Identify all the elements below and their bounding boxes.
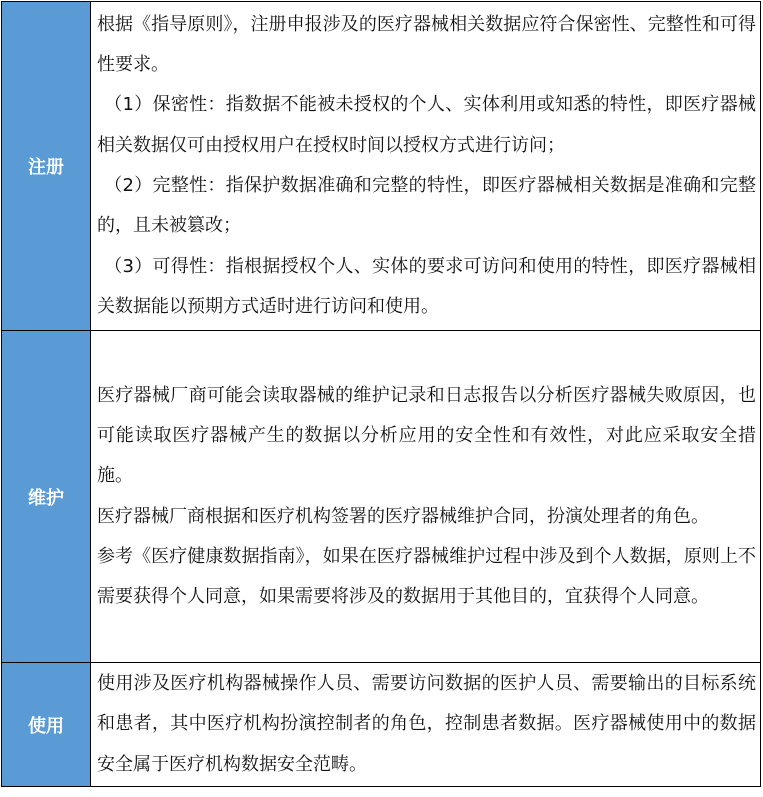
row-content-maintenance	[91, 331, 761, 663]
paragraph: （1）保密性：指数据不能被未授权的个人、实体利用或知悉的特性，即医疗器械相关数据仅可由授权用户在授权时间以授权方式进行访问；	[97, 94, 756, 156]
data-security-table	[1, 1, 761, 787]
table-row-registration	[2, 2, 761, 331]
paragraph: （2）完整性：指保护数据准确和完整的特性，即医疗器械相关数据是准确和完整的，且未被篡改；	[97, 175, 756, 237]
paragraph: （3）可得性：指根据授权个人、实体的要求可访问和使用的特性，即医疗器械相关数据能以预期方式适时进行访问和使用。	[97, 255, 756, 317]
paragraph: 医疗器械厂商根据和医疗机构签署的医疗器械维护合同，扮演处理者的角色。	[97, 505, 709, 527]
paragraph: 根据《指导原则》，注册申报涉及的医疗器械相关数据应符合保密性、完整性和可得性要求。	[97, 13, 756, 76]
table-row-usage	[2, 663, 761, 787]
paragraph: 参考《医疗健康数据指南》，如果在医疗器械维护过程中涉及到个人数据，原则上不需要获得个人同意，如果需要将涉及的数据用于其他目的，宜获得个人同意。	[97, 545, 756, 608]
table-row-maintenance	[2, 331, 761, 663]
paragraph: 医疗器械厂商可能会读取器械的维护记录和日志报告以分析医疗器械失败原因，也可能读取医疗器械产生的数据以分析应用的安全性和有效性，对此应采取安全措施。	[97, 384, 756, 487]
paragraph: 使用涉及医疗机构器械操作人员、需要访问数据的医护人员、需要输出的目标系统和患者，其中医疗机构扮演控制者的角色，控制患者数据。医疗器械使用中的数据安全属于医疗机构数据安全范畴。	[97, 673, 756, 775]
row-label-maintenance: 维护	[2, 331, 91, 663]
row-label-registration: 注册	[2, 2, 91, 331]
row-content-usage	[91, 663, 761, 787]
row-label-usage: 使用	[2, 663, 91, 787]
row-content-registration	[91, 2, 761, 331]
